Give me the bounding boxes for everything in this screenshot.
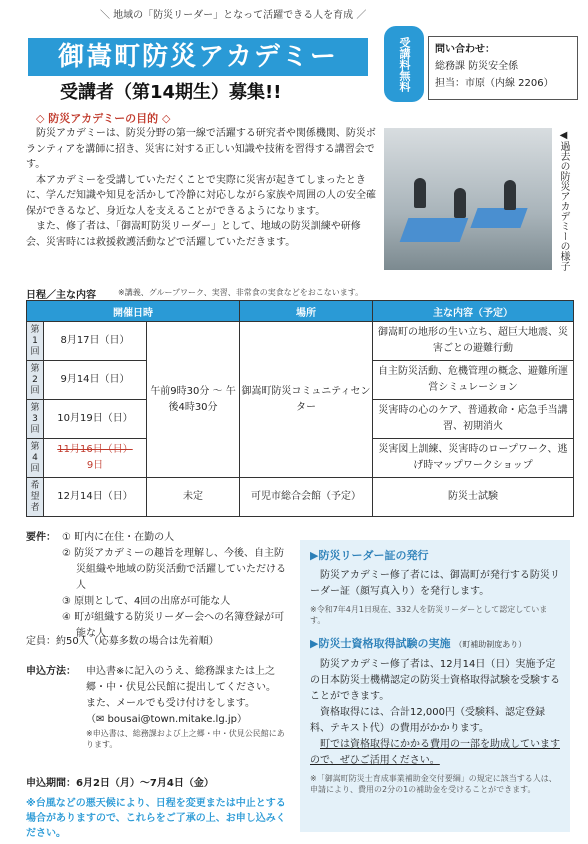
purpose-heading: ◇ 防災アカデミーの目的 ◇ [36, 112, 171, 125]
requirement-item: ① 町内に在住・在勤の人 [62, 532, 175, 543]
exam-subsidy: 町では資格取得にかかる費用の一部を助成していますので、ぜひご活用ください。 [310, 739, 560, 766]
contact-dept: 総務課 防災安全係 [435, 61, 519, 72]
exam-cost: 資格取得には、合計12,000円（受験料、認定登録料、テキスト代）の費用がかかります。 [310, 707, 545, 734]
session-content: 災害時の心のケア、普通救命・応急手当講習、初期消火 [373, 400, 574, 439]
page-title: 御嵩町防災アカデミー [28, 38, 368, 76]
session-content: 御嵩町の地形の生い立ち、超巨大地震、災害ごとの避難行動 [373, 322, 574, 361]
session-date: 12月14日（日） [44, 478, 147, 517]
session-number: 第2回 [27, 361, 44, 400]
session-place: 御嵩町防災コミュニティセンター [240, 322, 373, 478]
session-content: 自主防災活動、危機管理の概念、避難所運営シミュレーション [373, 361, 574, 400]
photo-caption: ◀過去の防災アカデミーの様子 [558, 130, 569, 271]
table-row [27, 322, 574, 361]
apply-email-line: また、メールでも受け付けをします。 [86, 698, 255, 709]
weather-warning: ※台風などの悪天候により、日程を変更または中止とする場合がありますので、これらをご了承の上、お申し込みください。 [26, 798, 286, 839]
session-date [44, 439, 147, 478]
free-badge: 受講料無料 [384, 26, 424, 102]
info-box [300, 540, 570, 832]
apply-note: ※申込書は、総務課および上之郷・中・伏見公民館にあります。 [86, 729, 285, 749]
requirements [26, 530, 286, 642]
apply-body [86, 664, 286, 750]
new-date: 9日 [86, 460, 104, 471]
session-time: 午前9時30分 ～ 午後4時30分 [147, 322, 240, 478]
training-mat [470, 208, 527, 228]
apply-section [26, 664, 286, 750]
schedule-heading: 日程／主な内容 [26, 290, 96, 301]
col-header-place: 場所 [240, 301, 373, 322]
requirements-label: 要件： [26, 532, 56, 543]
contact-person: 担当：市原（内線 2206） [435, 78, 554, 89]
requirement-item: ④ 町が組織する防災リーダー会への名簿登録が可能な人 [62, 612, 285, 639]
apply-email[interactable]: （✉ bousai@town.mitake.lg.jp） [86, 714, 247, 725]
session-place: 可児市総合会館（予定） [240, 478, 373, 517]
col-header-datetime: 開催日時 [27, 301, 240, 322]
page-subtitle: 受講者（第14期生）募集!! [60, 82, 282, 103]
capacity: 定員：約50人（応募多数の場合は先着順） [26, 636, 219, 647]
purpose-paragraph: 本アカデミーを受講していただくことで実際に災害が起きてしまったときに、学んだ知識や知見を活かして冷静に対応しながら家族や周囲の人の安全確保ができるなど、身近な人を支えることができるようになります。 [26, 174, 376, 217]
session-number: 希望者 [27, 478, 44, 517]
training-mat [400, 218, 469, 242]
col-header-content: 主な内容（予定） [373, 301, 574, 322]
schedule-note: ※講義、グループワーク、実習、非常食の実食などをおこないます。 [118, 288, 364, 297]
exam-heading-text: ▶防災士資格取得試験の実施 [310, 637, 451, 650]
person-figure [414, 178, 426, 208]
session-date: 10月19日（日） [44, 400, 147, 439]
purpose-paragraph: また、修了者は、「御嵩町防災リーダー」として、地域の防災訓練や研修会、災害時には救援救護活動などで活躍していただきます。 [26, 221, 361, 248]
session-date: 8月17日（日） [44, 322, 147, 361]
leader-heading: ▶防災リーダー証の発行 [310, 549, 429, 562]
training-photo [384, 128, 552, 270]
exam-note: ※「御嵩町防災士育成事業補助金交付要綱」の規定に該当する人は、申請により、費用の2分の1の補助金を受けることができます。 [310, 774, 557, 794]
schedule-table [26, 300, 574, 517]
contact-title: 問い合わせ： [435, 44, 495, 55]
purpose-paragraph: 防災アカデミーは、防災分野の第一線で活躍する研究者や関係機関、防災ボランティアを講師に招き、災害に対する正しい知識や技術を習得する講習会です。 [26, 128, 376, 170]
apply-label: 申込方法： [26, 666, 76, 677]
leader-note: ※令和7年4月1日現在、332人を防災リーダーとして認定しています。 [310, 605, 548, 625]
table-row [27, 478, 574, 517]
leader-text: 防災アカデミー修了者には、御嵩町が発行する防災リーダー証（顔写真入り）を発行します。 [310, 570, 560, 597]
session-number: 第4回 [27, 439, 44, 478]
contact-box [428, 36, 578, 100]
old-date: 11月16日（日） [57, 444, 133, 455]
requirement-item: ③ 原則として、4回の出席が可能な人 [62, 596, 231, 607]
session-date: 9月14日（日） [44, 361, 147, 400]
person-figure [454, 188, 466, 218]
purpose-text [26, 126, 376, 250]
apply-period: 申込期間：6月2日（月）～7月4日（金） [26, 778, 214, 789]
exam-heading [310, 636, 560, 653]
session-number: 第3回 [27, 400, 44, 439]
apply-text: 申込書※に記入のうえ、総務課または上之郷・中・伏見公民館に提出してください。 [86, 666, 276, 693]
session-time: 未定 [147, 478, 240, 517]
session-content: 災害図上訓練、災害時のロープワーク、逃げ時マップワークショップ [373, 439, 574, 478]
requirement-item: ② 防災アカデミーの趣旨を理解し、今後、自主防災組織や地域の防災活動で活躍していただける人 [62, 548, 286, 591]
person-figure [504, 180, 516, 210]
exam-heading-small: （町補助制度あり） [454, 640, 527, 649]
session-number: 第1回 [27, 322, 44, 361]
tagline: ＼ 地域の「防災リーダー」となって活躍できる人を育成 ／ [100, 10, 367, 21]
session-content: 防災士試験 [373, 478, 574, 517]
exam-text: 防災アカデミー修了者は、12月14日（日）実施予定の日本防災士機構認定の防災士資格取得試験を受験することができます。 [310, 659, 560, 702]
